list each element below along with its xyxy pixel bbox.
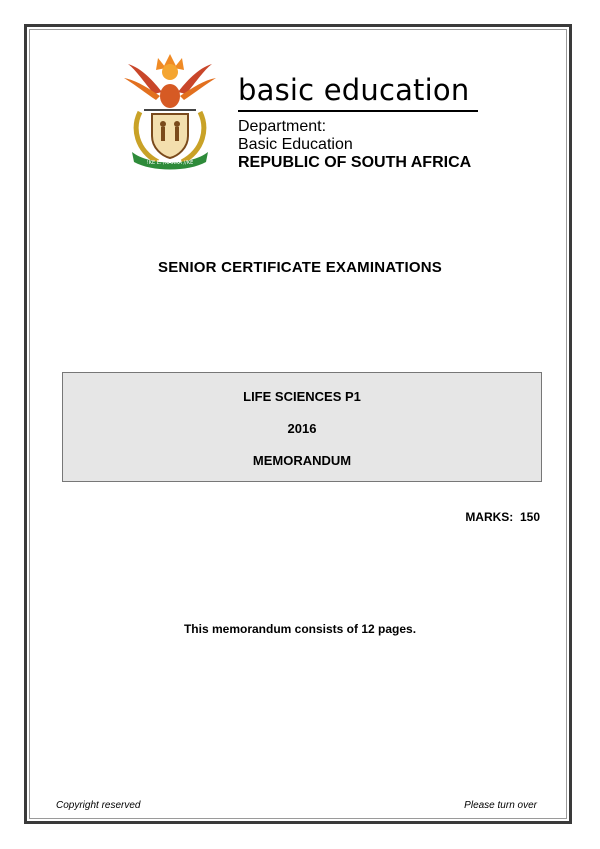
crest-motto: !KE E: /XARRA //KE	[146, 160, 194, 166]
exam-year: 2016	[287, 421, 317, 436]
brand-title: basic education	[238, 74, 478, 112]
header	[118, 52, 488, 172]
footer-copyright: Copyright reserved	[56, 800, 141, 811]
department-line-2: Basic Education	[238, 136, 353, 153]
department-line-1: Department:	[238, 118, 327, 135]
exam-title: SENIOR CERTIFICATE EXAMINATIONS	[158, 259, 442, 276]
subject-name: LIFE SCIENCES P1	[243, 389, 361, 404]
footer-turn-over: Please turn over	[464, 800, 537, 811]
page-count-note: This memorandum consists of 12 pages.	[183, 622, 417, 636]
coat-of-arms-icon	[118, 52, 222, 170]
country-name: REPUBLIC OF SOUTH AFRICA	[238, 154, 472, 171]
document-type: MEMORANDUM	[252, 453, 352, 468]
marks-label: MARKS: 150	[465, 510, 540, 524]
brand-block	[238, 74, 478, 172]
subject-box	[62, 372, 542, 482]
